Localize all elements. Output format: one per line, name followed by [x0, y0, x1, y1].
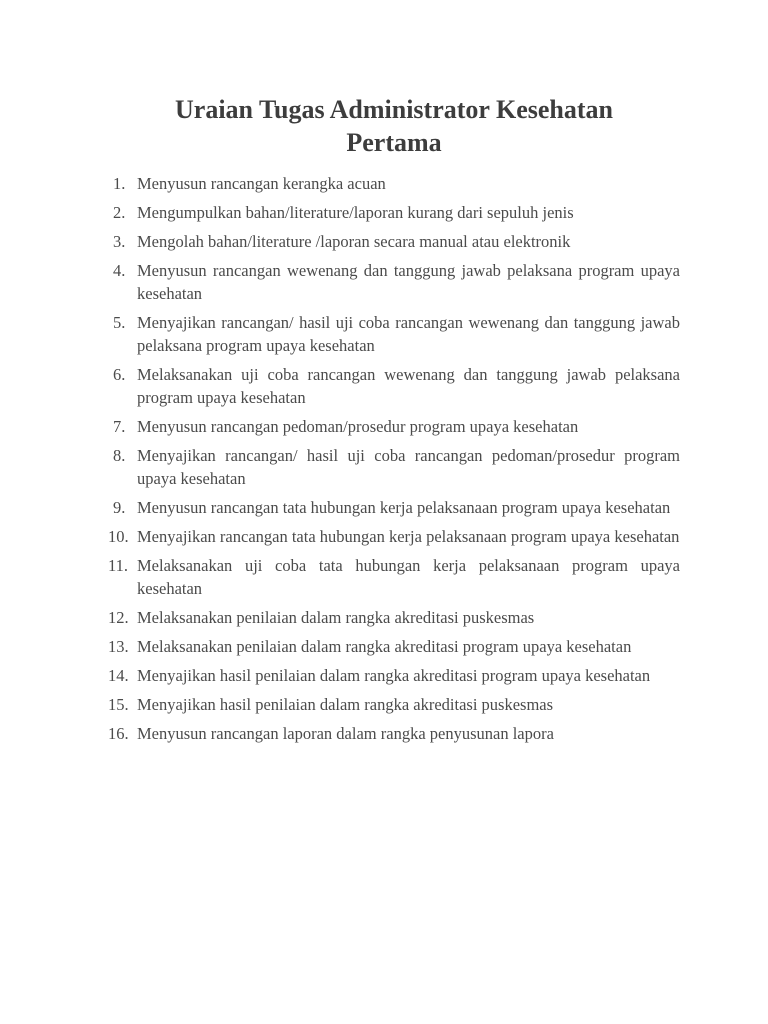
task-item-number: 6. [113, 365, 126, 384]
task-list-item [108, 363, 680, 409]
task-item-text: Mengolah bahan/literature /laporan secara manual atau elektronik [137, 232, 571, 251]
task-list-item [108, 693, 680, 716]
task-list-item [108, 554, 680, 600]
task-item-text: Melaksanakan penilaian dalam rangka akreditasi program upaya kesehatan [137, 637, 632, 656]
task-item-text: Menyajikan rancangan/ hasil uji coba rancangan wewenang dan tanggung jawab pelaksana program upaya kesehatan [137, 313, 680, 355]
task-list-item [108, 230, 680, 253]
document-title-line2: Pertama [346, 128, 442, 157]
task-item-number: 9. [113, 498, 126, 517]
task-list-item [108, 722, 680, 745]
task-item-text: Menyusun rancangan kerangka acuan [137, 174, 386, 193]
task-item-number: 16. [108, 724, 129, 743]
task-item-number: 11. [108, 556, 129, 575]
task-item-number: 13. [108, 637, 129, 656]
task-list-item [108, 415, 680, 438]
task-item-text: Mengumpulkan bahan/literature/laporan kurang dari sepuluh jenis [137, 203, 574, 222]
task-item-text: Menyajikan hasil penilaian dalam rangka akreditasi puskesmas [137, 695, 554, 714]
task-item-text: Melaksanakan penilaian dalam rangka akreditasi puskesmas [137, 608, 535, 627]
task-list-item [108, 201, 680, 224]
task-list-item [108, 311, 680, 357]
task-item-number: 3. [113, 232, 126, 251]
task-list-item [108, 172, 680, 195]
task-item-text: Menyajikan hasil penilaian dalam rangka akreditasi program upaya kesehatan [137, 666, 651, 685]
document-content [108, 93, 680, 751]
task-item-number: 5. [113, 313, 126, 332]
task-item-number: 7. [113, 417, 126, 436]
task-item-number: 12. [108, 608, 129, 627]
task-item-number: 15. [108, 695, 129, 714]
document-title-line1: Uraian Tugas Administrator Kesehatan [175, 95, 613, 124]
task-item-number: 14. [108, 666, 129, 685]
task-item-text: Menyusun rancangan pedoman/prosedur program upaya kesehatan [137, 417, 579, 436]
task-list-item [108, 496, 680, 519]
task-item-text: Menyajikan rancangan/ hasil uji coba rancangan pedoman/prosedur program upaya kesehatan [137, 446, 680, 488]
task-list-item [108, 635, 680, 658]
task-list-item [108, 606, 680, 629]
task-item-text: Melaksanakan uji coba tata hubungan kerja pelaksanaan program upaya kesehatan [137, 556, 680, 598]
task-item-text: Menyajikan rancangan tata hubungan kerja pelaksanaan program upaya kesehatan [137, 527, 680, 546]
task-item-text: Menyusun rancangan laporan dalam rangka penyusunan lapora [137, 724, 554, 743]
task-item-text: Melaksanakan uji coba rancangan wewenang dan tanggung jawab pelaksana program upaya kesehatan [137, 365, 680, 407]
task-list-item [108, 259, 680, 305]
task-item-number: 1. [113, 174, 126, 193]
task-item-number: 2. [113, 203, 126, 222]
task-list [108, 172, 680, 745]
task-item-text: Menyusun rancangan tata hubungan kerja pelaksanaan program upaya kesehatan [137, 498, 671, 517]
task-item-number: 10. [108, 527, 129, 546]
task-item-number: 8. [113, 446, 126, 465]
document-title [108, 93, 680, 159]
task-list-item [108, 664, 680, 687]
task-list-item [108, 525, 680, 548]
task-list-item [108, 444, 680, 490]
task-item-number: 4. [113, 261, 126, 280]
task-item-text: Menyusun rancangan wewenang dan tanggung jawab pelaksana program upaya kesehatan [137, 261, 680, 303]
